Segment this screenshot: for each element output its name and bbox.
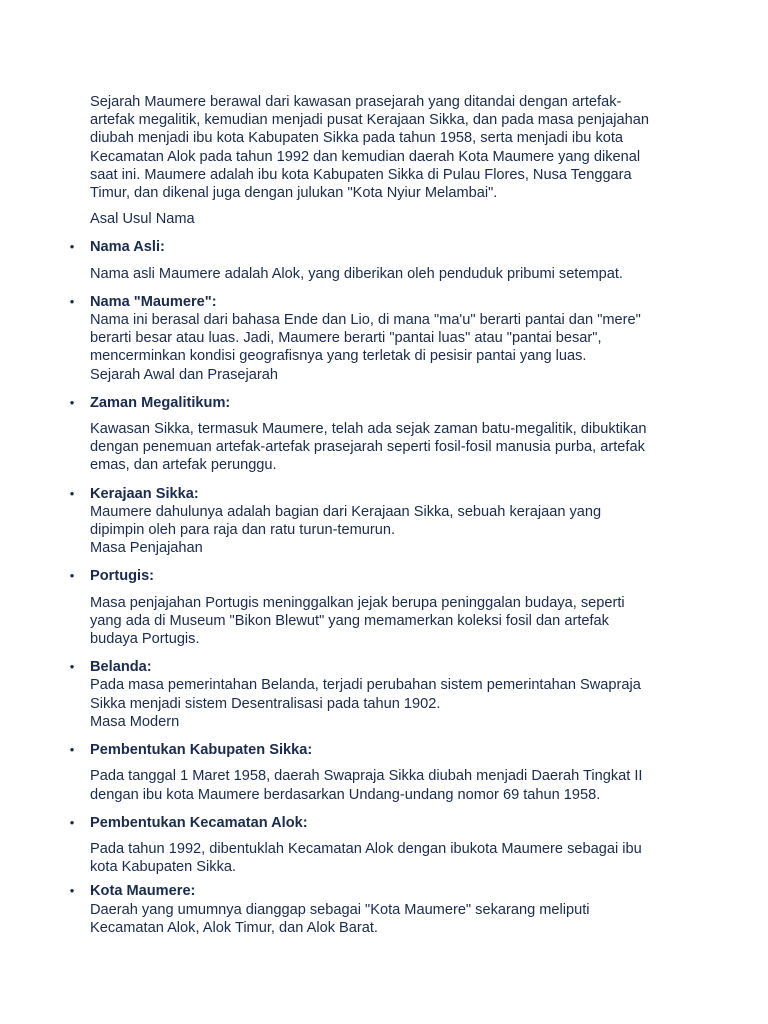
list-item (69, 394, 682, 475)
bullet-icon: • (69, 568, 75, 584)
section-heading-prasejarah: Sejarah Awal dan Prasejarah (90, 366, 278, 383)
list-item (69, 814, 682, 877)
list-item-heading: Nama Asli: (90, 239, 165, 256)
list-item-heading: Kota Maumere: (90, 883, 196, 900)
list-item-body: Pada tahun 1992, dibentuklah Kecamatan Alok dengan ibukota Maumere sebagai ibu kota Kabupaten Sikka. (90, 840, 642, 876)
section-heading-asal-usul: Asal Usul Nama (90, 211, 195, 228)
list-item (69, 238, 682, 282)
list-item-heading: Pembentukan Kecamatan Alok: (90, 814, 308, 831)
list-item-body: Maumere dahulunya adalah bagian dari Kerajaan Sikka, sebuah kerajaan yang dipimpin oleh para raja dan ratu turun-temurun. (90, 503, 602, 539)
intro-paragraph: Sejarah Maumere berawal dari kawasan prasejarah yang ditandai dengan artefak- artefak megalitik, kemudian menjadi pusat Kerajaan Sikka, dan pada masa penjajahan diubah menjadi ibu kota Kabupaten Sikka pada tahun 1958, serta menjadi ibu kota Kecamatan Alok pada tahun 1992 dan kemudian daerah Kota Maumere yang dikenal saat ini. Maumere adalah ibu kota Kabupaten Sikka di Pulau Flores, Nusa Tenggara Timur, dan dikenal juga dengan julukan "Kota Nyiur Melambai". (90, 94, 649, 202)
bullet-icon: • (69, 742, 75, 758)
bullet-icon: • (69, 883, 75, 899)
list-item-body: Masa penjajahan Portugis meninggalkan jejak berupa peninggalan budaya, seperti yang ada di Museum "Bikon Blewut" yang memamerkan koleksi fosil dan artefak budaya Portugis. (90, 594, 625, 648)
list-item-body: Pada tanggal 1 Maret 1958, daerah Swapraja Sikka diubah menjadi Daerah Tingkat II dengan ibu kota Maumere berdasarkan Undang-undang nomor 69 tahun 1958. (90, 768, 643, 803)
list-item-body: Kawasan Sikka, termasuk Maumere, telah ada sejak zaman batu-megalitik, dibuktikan dengan penemuan artefak-artefak prasejarah seperti fosil-fosil manusia purba, artefak emas, dan artefak perunggu. (90, 421, 647, 474)
section-heading-modern: Masa Modern (90, 713, 180, 730)
bullet-icon: • (69, 814, 75, 830)
list-item (69, 882, 682, 937)
list-item (69, 485, 682, 558)
list-item-body: Daerah yang umumnya dianggap sebagai "Kota Maumere" sekarang meliputi Kecamatan Alok, Alok Timur, dan Alok Barat. (90, 901, 590, 936)
list-item-heading: Pembentukan Kabupaten Sikka: (90, 742, 313, 759)
list-item (69, 741, 682, 804)
list-item-heading: Portugis: (90, 568, 155, 585)
list-item-heading: Belanda: (90, 659, 152, 676)
list-item-heading: Nama "Maumere": (90, 293, 217, 310)
list-item-body: Nama ini berasal dari bahasa Ende dan Lio, di mana "ma'u" berarti pantai dan "mere" berarti besar atau luas. Jadi, Maumere berarti "pantai luas" atau "pantai besar", mencerminkan kondisi geografisnya yang terletak di pesisir pantai yang luas. (90, 312, 641, 365)
list-item (69, 567, 682, 648)
list-item-heading: Zaman Megalitikum: (90, 394, 231, 411)
bullet-icon: • (69, 293, 75, 309)
list-item (69, 658, 682, 731)
list-item (69, 293, 682, 384)
document-page (69, 93, 682, 937)
bullet-icon: • (69, 394, 75, 410)
list-item-body: Nama asli Maumere adalah Alok, yang diberikan oleh penduduk pribumi setempat. (90, 265, 623, 282)
list-item-body: Pada masa pemerintahan Belanda, terjadi perubahan sistem pemerintahan Swapraja Sikka menjadi sistem Desentralisasi pada tahun 1902. (90, 677, 641, 712)
bullet-icon: • (69, 485, 75, 501)
bullet-icon: • (69, 239, 75, 255)
list-item-heading: Kerajaan Sikka: (90, 485, 199, 502)
section-heading-penjajahan: Masa Penjajahan (90, 540, 203, 557)
bullet-icon: • (69, 659, 75, 675)
